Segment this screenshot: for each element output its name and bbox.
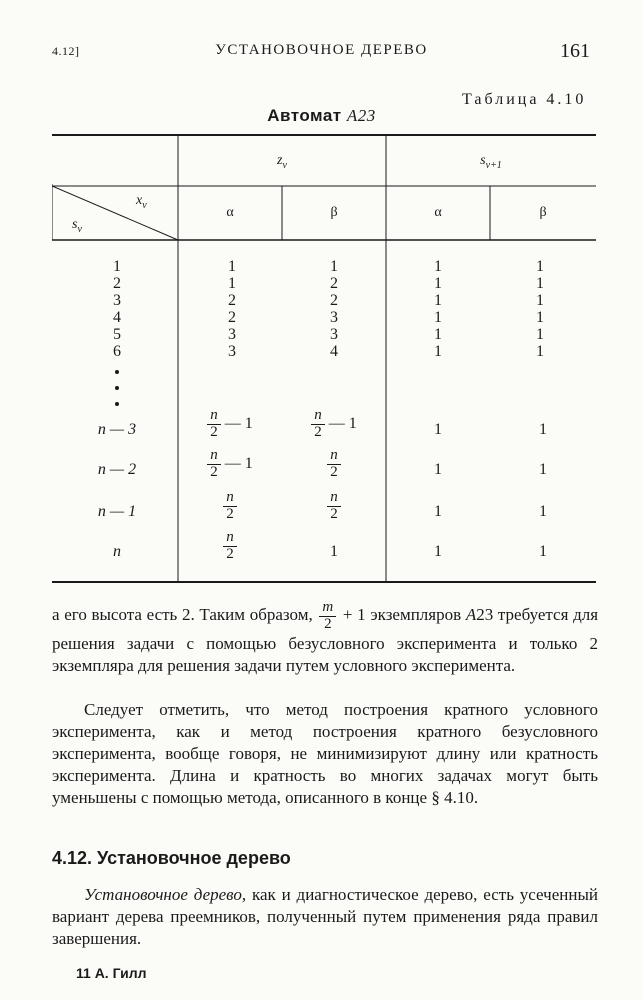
table-caption: Таблица 4.10 xyxy=(462,91,587,108)
cell-sb-6: 1 xyxy=(536,343,544,360)
cell-zb-5: 3 xyxy=(330,326,338,343)
p1-part-c: 23 требуется для решения задачи с помощью безусловного эксперимента и только 2 экземпляра для решения задачи путем условного эксперимента. xyxy=(52,605,599,675)
s-alpha-n-minus-1: 1 xyxy=(434,503,442,520)
cell-sb-1: 1 xyxy=(536,258,544,275)
paragraph-1 xyxy=(52,600,598,677)
z-beta-n-minus-2: $\frac{n}{2}$ xyxy=(282,448,386,481)
page-number: 161 xyxy=(560,40,590,62)
cell-zb-2: 2 xyxy=(330,275,338,292)
ellipsis-dot xyxy=(115,386,119,390)
s-beta-n-minus-3: 1 xyxy=(539,421,547,438)
automaton-table xyxy=(52,134,596,584)
input-header-s-beta: β xyxy=(539,205,547,220)
input-header-z-beta: β xyxy=(330,205,338,220)
group-s-header: $s_{v+1}$ xyxy=(480,153,502,171)
ellipsis-dot xyxy=(115,370,119,374)
cell-za-3: 2 xyxy=(228,292,236,309)
state-n-minus-3: n — 3 xyxy=(97,421,137,438)
cell-s-5: 5 xyxy=(113,326,121,343)
corner-x-label: $x_v$ xyxy=(136,193,147,211)
p1-part-a: а его высота есть 2. Таким образом, xyxy=(52,605,313,625)
cell-za-5: 3 xyxy=(228,326,236,343)
cell-sb-5: 1 xyxy=(536,326,544,343)
rule-diagonal xyxy=(52,186,178,240)
z-beta-n: 1 xyxy=(330,543,338,560)
s-alpha-n-minus-3: 1 xyxy=(434,421,442,438)
cell-zb-3: 2 xyxy=(330,292,338,309)
cell-zb-6: 4 xyxy=(330,343,338,360)
p1-fraction: $\frac{m}{2}$ xyxy=(319,600,336,633)
cell-zb-4: 3 xyxy=(330,309,338,326)
col-s-beta xyxy=(515,258,565,360)
cell-zb-1: 1 xyxy=(330,258,338,275)
state-n-minus-1: n — 1 xyxy=(97,503,137,520)
cell-sb-4: 1 xyxy=(536,309,544,326)
z-alpha-n-minus-1: $\frac{n}{2}$ xyxy=(178,490,282,523)
cell-s-1: 1 xyxy=(113,258,121,275)
s-alpha-n-minus-2: 1 xyxy=(434,461,442,478)
section-number: 4.12] xyxy=(52,44,80,58)
running-title: УСТАНОВОЧНОЕ ДЕРЕВО xyxy=(215,42,428,58)
input-header-z-alpha: α xyxy=(226,205,234,220)
ellipsis-dot xyxy=(115,402,119,406)
p1-automaton-letter: A xyxy=(465,605,477,625)
cell-sb-2: 1 xyxy=(536,275,544,292)
cell-za-4: 2 xyxy=(228,309,236,326)
cell-s-2: 2 xyxy=(113,275,121,292)
z-alpha-n-minus-3: $\frac{n}{2}$ — 1 xyxy=(178,408,282,441)
s-beta-n-minus-1: 1 xyxy=(539,503,547,520)
cell-s-4: 4 xyxy=(113,309,121,326)
col-state xyxy=(92,258,142,360)
table-title-prefix: Автомат xyxy=(267,106,347,125)
corner-s-label: $s_v$ xyxy=(72,217,82,235)
z-beta-n-minus-3: $\frac{n}{2}$ — 1 xyxy=(282,408,386,441)
cell-s-3: 3 xyxy=(113,292,121,309)
cell-sa-1: 1 xyxy=(434,258,442,275)
group-z-header: $z_v$ xyxy=(277,153,287,171)
cell-sa-6: 1 xyxy=(434,343,442,360)
col-s-alpha xyxy=(413,258,463,360)
cell-sa-4: 1 xyxy=(434,309,442,326)
cell-sa-5: 1 xyxy=(434,326,442,343)
state-n-minus-2: n — 2 xyxy=(97,461,137,478)
table-title-name: A23 xyxy=(346,106,376,125)
p3-term: Установочное дерево, xyxy=(84,885,247,904)
paragraph-3 xyxy=(52,884,598,950)
p1-part-b: + 1 экземпляров xyxy=(342,605,462,625)
p3-rest: как и диагностическое дерево, есть усеченный вариант дерева преемников, полученный путем применения ряда правил завершения. xyxy=(52,885,598,948)
paragraph-2: Следует отметить, что метод построения кратного условного эксперимента, как и метод построения кратного безусловного эксперимента, вообще говоря, не минимизируют длину или кратность эксперимента. Длина и кратность во многих задачах могут быть уменьшены с помощью метода, описанного в конце § 4.10. xyxy=(52,700,598,807)
cell-sa-2: 1 xyxy=(434,275,442,292)
s-alpha-n: 1 xyxy=(434,543,442,560)
cell-za-6: 3 xyxy=(228,343,236,360)
state-n: n xyxy=(113,543,121,560)
cell-sb-3: 1 xyxy=(536,292,544,309)
input-header-s-alpha: α xyxy=(434,205,442,220)
z-alpha-n: $\frac{n}{2}$ xyxy=(178,530,282,563)
cell-za-1: 1 xyxy=(228,258,236,275)
col-z-alpha xyxy=(207,258,257,360)
s-beta-n-minus-2: 1 xyxy=(539,461,547,478)
cell-s-6: 6 xyxy=(113,343,121,360)
z-alpha-n-minus-2: $\frac{n}{2}$ — 1 xyxy=(178,448,282,481)
table-title xyxy=(0,106,643,126)
col-z-beta xyxy=(309,258,359,360)
cell-za-2: 1 xyxy=(228,275,236,292)
s-beta-n: 1 xyxy=(539,543,547,560)
z-beta-n-minus-1: $\frac{n}{2}$ xyxy=(282,490,386,523)
section-heading: 4.12. Установочное дерево xyxy=(52,848,291,868)
signature-footer: 11 А. Гилл xyxy=(76,965,147,981)
cell-sa-3: 1 xyxy=(434,292,442,309)
